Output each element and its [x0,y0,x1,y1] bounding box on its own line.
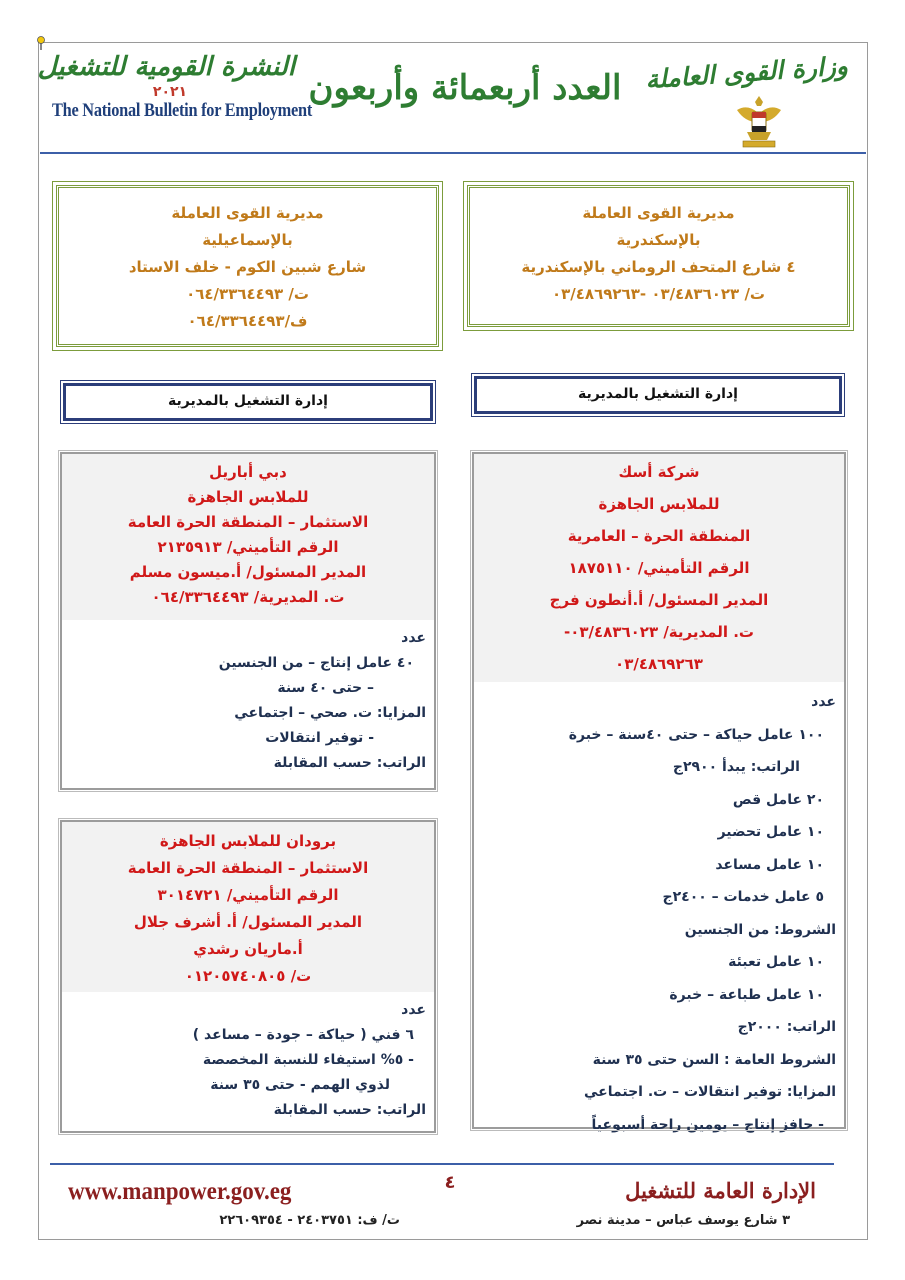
job-line: ٦ فني ( حياكة – جودة – مساعد ) [192,1027,414,1043]
bulletin-title-english: The National Bulletin for Employment [52,100,313,121]
directorate-phone-2: ٠٣/٤٨٦٩٢٦٣ [615,655,703,673]
manager-name: المدير المسئول/ أ.ميسون مسلم [129,563,367,581]
bulletin-year: ٢٠٢١ [152,84,188,100]
pushpin-icon [36,36,46,50]
job-line: - توفير انتقالات [265,730,374,746]
job-card-brodan-apparel [60,820,436,1133]
company-zone: الاستثمار – المنطقة الحرة العامة [127,513,369,531]
office-ismailia-line2: بالإسماعيلية [202,231,293,249]
office-box-alexandria [467,185,850,327]
directorate-phone: ت. المديرية/ ٠٦٤/٣٣٦٤٤٩٣ [151,588,345,606]
job-line: ١٠ عامل تعبئة [728,954,824,970]
office-alexandria-address: ٤ شارع المتحف الروماني بالإسكندرية [521,258,796,276]
job-line: الراتب: ٢٠٠٠ج [737,1019,836,1035]
job-line: ١٠ عامل مساعد [715,856,824,873]
company-phone: ت/ ٠١٢٠٥٧٤٠٨٠٥ [184,967,312,985]
manager-name: المدير المسئول/ أ. أشرف جلال [133,913,363,931]
section-title-right: إدارة التشغيل بالمديرية [474,376,842,414]
ministry-name: وزارة القوى العاملة [644,51,849,95]
office-ismailia-fax: ف/٠٦٤/٣٣٦٤٤٩٣ [187,312,308,330]
office-alexandria-line2: بالإسكندرية [616,231,701,249]
company-zone: المنطقة الحرة – العامرية [567,527,751,545]
job-line: - حافز إنتاج – يومين راحة أسبوعياً [591,1116,824,1133]
office-alexandria-phone: ت/ ٠٣/٤٨٣٦٠٢٣ -٠٣/٤٨٦٩٢٦٣ [551,285,765,303]
job-line: المزايا: ت. صحي – اجتماعي [234,705,426,721]
contact-name: أ.ماريان رشدي [193,940,303,958]
count-label: عدد [401,630,426,646]
header-divider [40,152,866,154]
issue-number-title: العدد أربعمائة وأربعون [308,68,622,108]
company-activity: للملابس الجاهزة [187,488,309,506]
job-card-header [62,454,434,620]
count-label: عدد [401,1002,426,1018]
job-card-body [62,992,434,1123]
footer-phone: ت/ ف: ٢٤٠٣٧٥١ - ٢٢٦٠٩٣٥٤ [219,1213,400,1228]
office-alexandria-line1: مديرية القوى العاملة [582,204,735,222]
office-ismailia-line1: مديرية القوى العاملة [171,204,324,222]
count-label: عدد [811,694,836,710]
job-line: ٥ عامل خدمات – ٢٤٠٠ج [662,889,824,905]
job-card-body [62,620,434,776]
job-line: ٢٠ عامل قص [732,791,824,808]
website-link[interactable]: www.manpower.gov.eg [68,1178,292,1205]
job-line: - ٥% استيفاء للنسبة المخصصة [202,1052,414,1068]
job-line: ١٠ عامل طباعة – خبرة [669,986,824,1003]
job-card-header [62,822,434,992]
office-ismailia-phone: ت/ ٠٦٤/٣٣٦٤٤٩٣ [186,285,309,303]
egypt-eagle-emblem-icon [733,92,785,150]
footer-address: ٣ شارع يوسف عباس – مدينة نصر [576,1213,790,1228]
job-card-body [474,682,844,1141]
company-activity: للملابس الجاهزة [598,495,720,513]
page-number: ٤ [444,1172,456,1193]
manager-name: المدير المسئول/ أ.أنطون فرج [549,591,769,609]
job-line: ١٠ عامل تحضير [717,824,824,840]
insurance-number: الرقم التأميني/ ٢١٣٥٩١٣ [157,538,339,556]
job-card-ask-apparel [472,452,846,1133]
job-line: الراتب: حسب المقابلة [273,755,426,771]
insurance-number: الرقم التأميني/ ٣٠١٤٧٢١ [157,886,339,904]
job-line: ٤٠ عامل إنتاج – من الجنسين [218,655,414,671]
company-name: شركة أسك [618,463,700,481]
company-name: برودان للملابس الجاهزة [159,832,337,850]
office-ismailia-address: شارع شبين الكوم - خلف الاستاد [128,258,367,276]
job-line: ١٠٠ عامل حياكة – حتى ٤٠سنة – خبرة [568,726,824,743]
job-line: المزايا: توفير انتقالات – ت. اجتماعي [583,1084,836,1100]
job-card-dubai-apparel [60,452,436,790]
job-card-header [474,454,844,682]
job-line: لذوي الهمم - حتى ٣٥ سنة [210,1077,390,1093]
job-line: الراتب: يبدأ ٢٩٠٠ج [672,759,800,775]
job-line: الشروط العامة : السن حتى ٣٥ سنة [592,1051,836,1068]
footer-admin-name: الإدارة العامة للتشغيل [625,1178,816,1203]
insurance-number: الرقم التأميني/ ١٨٧٥١١٠ [568,559,750,577]
job-line: الشروط: من الجنسين [684,921,836,938]
directorate-phone: ت. المديرية/ ٠٣/٤٨٣٦٠٢٣- [563,623,754,641]
company-name: دبي أباريل [209,463,287,481]
bulletin-title-arabic: النشرة القومية للتشغيل [37,52,295,82]
job-line: الراتب: حسب المقابلة [273,1102,426,1118]
company-zone: الاستثمار – المنطقة الحرة العامة [127,859,369,877]
office-box-ismailia [56,185,439,347]
footer-divider [50,1163,834,1165]
job-line: – حتى ٤٠ سنة [277,680,374,696]
section-title-left: إدارة التشغيل بالمديرية [63,383,433,421]
